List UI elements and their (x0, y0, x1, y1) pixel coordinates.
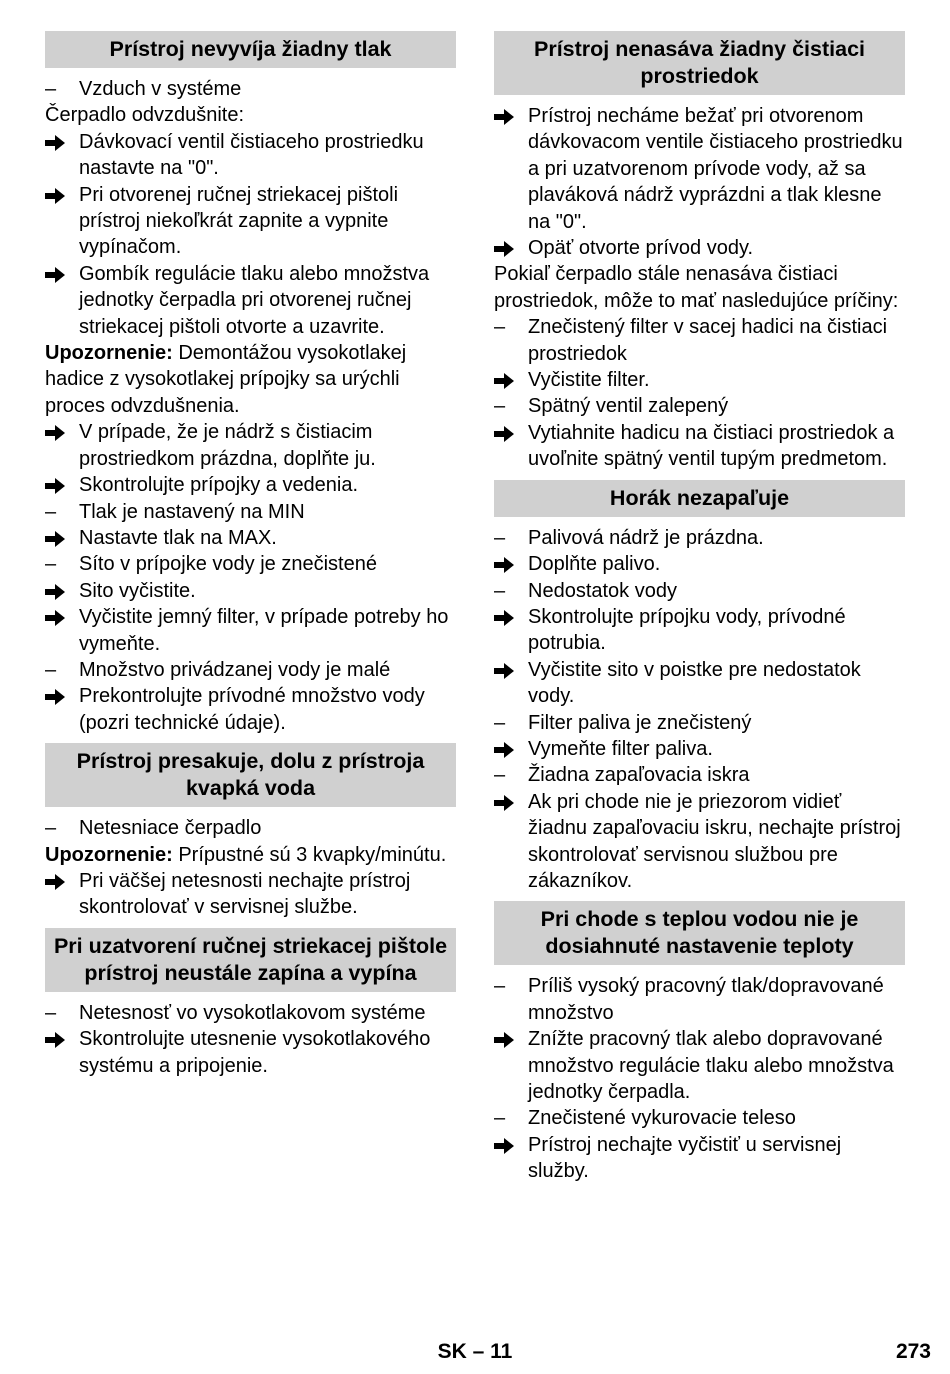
cause-item (494, 973, 905, 1026)
paragraph: Čerpadlo odvzdušnite: (45, 104, 245, 127)
remedy-item (45, 868, 456, 921)
item-text: Nedostatok vody (528, 579, 677, 602)
section-body (494, 525, 905, 895)
section-heading: Horák nezapaľuje (494, 480, 905, 517)
item-text: Doplňte palivo. (528, 553, 661, 576)
dash-bullet: – (494, 711, 506, 734)
arrow-right-icon (45, 472, 75, 494)
cause-item (45, 657, 456, 683)
footer-section-label: SK – 11 (437, 1340, 513, 1363)
dash-bullet: – (494, 579, 506, 602)
remedy-item (494, 103, 905, 235)
arrow-right-icon (45, 261, 75, 283)
section-heading: Pri chode s teplou vodou nie je dosiahnuté nastavenie teploty (494, 901, 905, 965)
remedy-item (494, 1132, 905, 1185)
cause-item (45, 76, 456, 102)
arrow-right-icon (45, 683, 75, 705)
item-text: Prekontrolujte prívodné množstvo vody (pozri technické údaje). (79, 685, 425, 734)
remedy-item (494, 420, 905, 473)
arrow-right-icon (494, 736, 524, 758)
cause-item (494, 710, 905, 736)
item-text: Opäť otvorte prívod vody. (528, 237, 754, 260)
remedy-item (494, 235, 905, 261)
page-number: 273 (895, 1340, 931, 1363)
note-text: Prípustné sú 3 kvapky/minútu. (178, 843, 447, 866)
item-text: Vyčistite filter. (528, 369, 650, 392)
note-label: Upozornenie: (45, 843, 173, 866)
cause-item (45, 815, 456, 841)
arrow-right-icon (494, 551, 524, 573)
cause-item (494, 1105, 905, 1131)
dash-bullet: – (45, 78, 57, 100)
arrow-right-icon (494, 235, 524, 257)
left-column (45, 31, 456, 1079)
dash-bullet: – (45, 553, 57, 576)
cause-item (494, 314, 905, 367)
section-leaking (45, 743, 456, 921)
remedy-item (45, 261, 456, 340)
arrow-right-icon (45, 868, 75, 890)
arrow-right-icon (494, 420, 524, 442)
remedy-item (45, 1026, 456, 1079)
arrow-right-icon (494, 103, 524, 125)
cause-item (45, 1000, 456, 1026)
section-body (45, 815, 456, 921)
remedy-item (494, 657, 905, 710)
remedy-item (45, 578, 456, 604)
item-text: Sito vyčistite. (79, 579, 196, 602)
section-temperature (494, 901, 905, 1184)
item-text: Prístroj necháme bežať pri otvorenom dávkovacom ventile čistiaceho prostriedku a pri uzatvorenom prívode vody, až sa plaváková nádrž vyprázdni a tlak klesne na "0". (528, 105, 903, 233)
item-text: Žiadna zapaľovacia iskra (528, 764, 750, 787)
section-heading: Prístroj nevyvíja žiadny tlak (45, 31, 456, 68)
section-burner (494, 480, 905, 895)
item-text: Gombík regulácie tlaku alebo množstva jednotky čerpadla pri otvorenej ručnej striekacej pištoli otvorte a uzavrite. (79, 262, 430, 338)
item-text: V prípade, že je nádrž s čistiacim prostriedkom prázdna, doplňte ju. (79, 421, 376, 470)
dash-bullet: – (45, 817, 57, 840)
arrow-right-icon (494, 1132, 524, 1154)
section-body (494, 973, 905, 1184)
item-text: Znečistený filter v sacej hadici na čistiaci prostriedok (528, 316, 888, 365)
cause-item (494, 393, 905, 419)
section-body (494, 103, 905, 473)
paragraph: Pokiaľ čerpadlo stále nenasáva čistiaci prostriedok, môže to mať nasledujúce príčiny: (494, 263, 899, 312)
item-text: Filter paliva je znečistený (528, 711, 752, 734)
remedy-item (45, 525, 456, 551)
item-text: Nastavte tlak na MAX. (79, 526, 277, 549)
cause-item (494, 762, 905, 788)
note (45, 842, 456, 868)
arrow-right-icon (45, 1026, 75, 1048)
dash-bullet: – (494, 526, 506, 549)
item-text: Príliš vysoký pracovný tlak/dopravované množstvo (528, 975, 884, 1024)
item-text: Dávkovací ventil čistiaceho prostriedku nastavte na "0". (79, 130, 424, 180)
arrow-right-icon (494, 604, 524, 626)
item-text: Znečistené vykurovacie teleso (528, 1107, 796, 1130)
remedy-item (494, 367, 905, 393)
dash-bullet: – (494, 1107, 506, 1130)
arrow-right-icon (45, 419, 75, 441)
dash-bullet: – (45, 500, 57, 523)
section-no-pressure (45, 31, 456, 736)
section-no-detergent (494, 31, 905, 473)
dash-bullet: – (494, 316, 506, 339)
remedy-item (45, 182, 456, 261)
remedy-item (494, 551, 905, 577)
remedy-item (494, 1026, 905, 1105)
dash-bullet: – (494, 975, 506, 998)
item-text: Ak pri chode nie je priezorom vidieť žiadnu zapaľovaciu iskru, nechajte prístroj skontrolovať servisnou službou pre zákazníkov. (528, 790, 901, 892)
item-text: Vytiahnite hadicu na čistiaci prostriedok a uvoľnite spätný ventil tupým predmetom. (528, 421, 895, 471)
note-text: Demontážou vysokotlakej hadice z vysokotlakej prípojky sa urýchli proces odvzdušnenia. (45, 342, 407, 417)
section-heading: Pri uzatvorení ručnej striekacej pištole prístroj neustále zapína a vypína (45, 928, 456, 992)
item-text: Síto v prípojke vody je znečistené (79, 553, 377, 576)
item-text: Skontrolujte utesnenie vysokotlakového systému a pripojenie. (79, 1028, 431, 1077)
item-text: Pri otvorenej ručnej striekacej pištoli prístroj niekoľkrát zapnite a vypnite vypínačom. (79, 183, 399, 259)
dash-bullet: – (45, 658, 57, 681)
dash-bullet: – (494, 395, 506, 418)
remedy-item (494, 604, 905, 657)
note-label: Upozornenie: (45, 342, 173, 365)
item-text: Vymeňte filter paliva. (528, 737, 713, 760)
cause-item (494, 578, 905, 604)
arrow-right-icon (494, 657, 524, 679)
dash-bullet: – (45, 1001, 57, 1024)
arrow-right-icon (45, 604, 75, 626)
dash-bullet: – (494, 764, 506, 787)
section-heading: Prístroj nenasáva žiadny čistiaci prostriedok (494, 31, 905, 95)
arrow-right-icon (494, 1026, 524, 1048)
item-text: Spätný ventil zalepený (528, 395, 729, 418)
item-text: Skontrolujte prípojky a vedenia. (79, 474, 359, 497)
remedy-item (45, 129, 456, 182)
note (45, 340, 456, 419)
section-body (45, 76, 456, 736)
item-text: Znížte pracovný tlak alebo dopravované množstvo regulácie tlaku alebo množstva jednotky čerpadla. (528, 1028, 894, 1103)
cause-item (45, 551, 456, 577)
item-text: Prístroj nechajte vyčistiť u servisnej služby. (528, 1133, 842, 1183)
section-switching (45, 928, 456, 1079)
item-text: Pri väčšej netesnosti nechajte prístroj skontrolovať v servisnej službe. (79, 869, 411, 919)
section-heading: Prístroj presakuje, dolu z prístroja kvapká voda (45, 743, 456, 807)
right-column (494, 31, 905, 1185)
item-text: Netesnosť vo vysokotlakovom systéme (79, 1001, 426, 1024)
remedy-item (494, 789, 905, 895)
arrow-right-icon (45, 578, 75, 600)
remedy-item (45, 604, 456, 657)
arrow-right-icon (494, 789, 524, 811)
item-text: Vyčistite sito v poistke pre nedostatok vody. (528, 658, 861, 708)
remedy-item (45, 683, 456, 736)
arrow-right-icon (45, 525, 75, 547)
item-text: Vzduch v systéme (79, 78, 242, 100)
arrow-right-icon (494, 367, 524, 389)
item-text: Vyčistite jemný filter, v prípade potreby ho vymeňte. (79, 606, 449, 655)
remedy-item (45, 419, 456, 472)
item-text: Množstvo privádzanej vody je malé (79, 658, 391, 681)
item-text: Palivová nádrž je prázdna. (528, 526, 764, 549)
section-body (45, 1000, 456, 1079)
item-text: Skontrolujte prípojku vody, prívodné potrubia. (528, 605, 846, 655)
cause-item (494, 525, 905, 551)
remedy-item (45, 472, 456, 498)
arrow-right-icon (45, 129, 75, 151)
cause-item (45, 499, 456, 525)
remedy-item (494, 736, 905, 762)
item-text: Tlak je nastavený na MIN (79, 500, 305, 523)
item-text: Netesniace čerpadlo (79, 817, 262, 840)
arrow-right-icon (45, 182, 75, 204)
